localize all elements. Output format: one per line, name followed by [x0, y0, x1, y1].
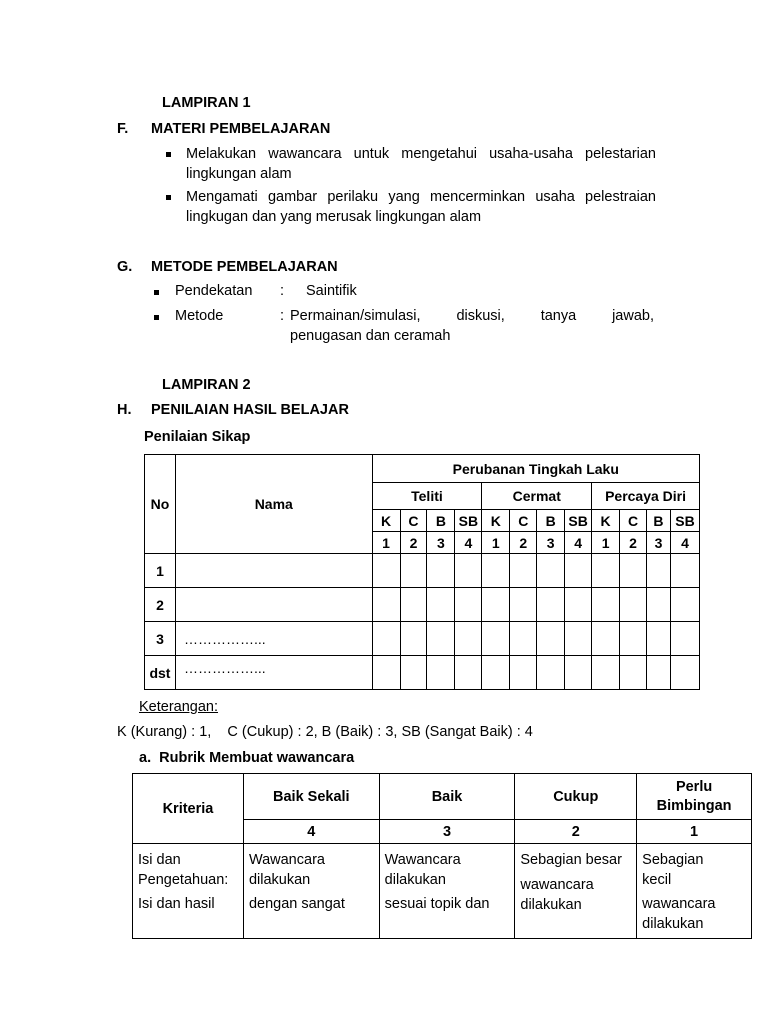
section-f-letter: F.	[117, 121, 129, 137]
bullet-icon	[154, 290, 159, 295]
keterangan-label: Keterangan:	[139, 699, 219, 715]
col-kriteria-header: Kriteria	[133, 774, 244, 844]
row-nama: ……………...	[175, 622, 372, 656]
level-cell: C	[620, 510, 647, 532]
score-cell: 4	[565, 532, 592, 554]
row-no: 1	[145, 554, 176, 588]
aspect-cermat: Cermat	[482, 483, 592, 510]
section-f-title: MATERI PEMBELAJARAN	[151, 121, 331, 137]
group-header: Perubanan Tingkah Laku	[372, 455, 699, 483]
pendekatan-value: Saintifik	[306, 283, 357, 299]
pendekatan-colon: :	[280, 283, 285, 299]
section-g-title: METODE PEMBELAJARAN	[151, 259, 338, 275]
pendekatan-label: Pendekatan	[175, 283, 253, 299]
score-cell: 2	[510, 532, 537, 554]
score-cell: 2	[400, 532, 427, 554]
metode-colon: :	[280, 308, 285, 324]
section-g-letter: G.	[117, 259, 133, 275]
score-3: 3	[379, 820, 515, 844]
level-perlu-bimbingan: Perlu Bimbingan	[637, 774, 752, 820]
table-row	[145, 588, 700, 622]
row-nama	[175, 588, 372, 622]
row-no: 2	[145, 588, 176, 622]
level-cell: K	[482, 510, 510, 532]
score-cell: 1	[372, 532, 400, 554]
level-baik-sekali: Baik Sekali	[243, 774, 379, 820]
score-cell: 2	[620, 532, 647, 554]
table-row	[133, 844, 752, 939]
rubrik-table	[132, 773, 752, 939]
level-cukup: Cukup	[515, 774, 637, 820]
penilaian-sikap-subtitle: Penilaian Sikap	[144, 429, 251, 445]
score-1: 1	[637, 820, 752, 844]
level-cell: C	[400, 510, 427, 532]
score-cell: 3	[537, 532, 565, 554]
score-cell: 1	[482, 532, 510, 554]
bullet-icon	[154, 315, 159, 320]
section-h-letter: H.	[117, 402, 132, 418]
aspect-percaya-diri: Percaya Diri	[592, 483, 700, 510]
score-2: 2	[515, 820, 637, 844]
level-cell: K	[592, 510, 620, 532]
level-cell: C	[510, 510, 537, 532]
level-cell: B	[647, 510, 671, 532]
rubrik-title: a. Rubrik Membuat wawancara	[139, 750, 355, 766]
level-cell: B	[427, 510, 455, 532]
bullet-icon	[166, 195, 171, 200]
section-h-title: PENILAIAN HASIL BELAJAR	[151, 402, 349, 418]
materi-item-1: Melakukan wawancara untuk mengetahui usaha-usaha pelestarian lingkungan alam	[186, 146, 656, 182]
score-cell: 3	[647, 532, 671, 554]
metode-value: Permainan/simulasi, diskusi, tanya jawab, penugasan dan ceramah	[290, 308, 654, 344]
row-nama	[175, 554, 372, 588]
cukup-cell: Sebagian besar wawancara dilakukan	[515, 844, 637, 939]
baik-sekali-cell: Wawancara dilakukan dengan sangat	[243, 844, 379, 939]
level-cell: SB	[670, 510, 699, 532]
level-baik: Baik	[379, 774, 515, 820]
score-cell: 4	[670, 532, 699, 554]
level-cell: B	[537, 510, 565, 532]
baik-cell: Wawancara dilakukan sesuai topik dan	[379, 844, 515, 939]
score-cell: 3	[427, 532, 455, 554]
level-cell: SB	[565, 510, 592, 532]
level-cell: SB	[455, 510, 482, 532]
score-cell: 4	[455, 532, 482, 554]
lampiran-1-heading: LAMPIRAN 1	[162, 95, 251, 111]
aspect-teliti: Teliti	[372, 483, 482, 510]
table-row	[145, 622, 700, 656]
kriteria-cell: Isi dan Pengetahuan: Isi dan hasil	[133, 844, 244, 939]
col-nama-header: Nama	[175, 455, 372, 554]
row-no: 3	[145, 622, 176, 656]
row-nama: ……………...	[175, 656, 372, 690]
lampiran-2-heading: LAMPIRAN 2	[162, 377, 251, 393]
sikap-table	[144, 454, 700, 690]
table-row	[145, 656, 700, 690]
col-no-header: No	[145, 455, 176, 554]
score-4: 4	[243, 820, 379, 844]
table-row	[145, 554, 700, 588]
score-cell: 1	[592, 532, 620, 554]
bullet-icon	[166, 152, 171, 157]
perlu-bimbingan-cell: Sebagian kecil wawancara dilakukan	[637, 844, 752, 939]
row-no: dst	[145, 656, 176, 690]
level-cell: K	[372, 510, 400, 532]
keterangan-text: K (Kurang) : 1, C (Cukup) : 2, B (Baik) : 3, SB (Sangat Baik) : 4	[117, 724, 533, 740]
metode-label: Metode	[175, 308, 224, 324]
materi-item-2: Mengamati gambar perilaku yang mencerminkan usaha pelestraian lingkugan dan yang merusak lingkungan alam	[186, 189, 656, 225]
